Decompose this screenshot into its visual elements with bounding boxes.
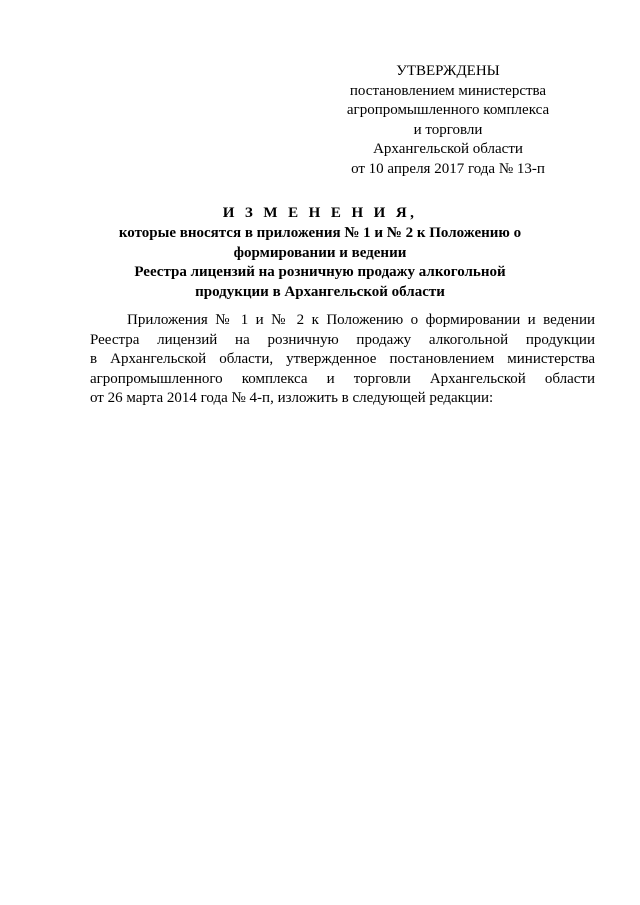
body-line-4-text: агропромышленного комплекса и торговли Архангельской области bbox=[90, 370, 595, 387]
heading-subtitle-line-4: продукции в Архангельской области bbox=[195, 284, 445, 301]
heading-subtitle-line-2: формировании и ведении bbox=[233, 244, 407, 261]
approval-line-complex: агропромышленного комплекса bbox=[346, 102, 550, 119]
approval-stamp bbox=[330, 62, 566, 180]
approval-line-trade: и торговли bbox=[413, 121, 483, 138]
body-line-4 bbox=[90, 370, 595, 390]
approval-line-region: Архангельской области bbox=[373, 141, 523, 158]
approval-line-date-number: от 10 апреля 2017 года № 13-п bbox=[351, 160, 545, 177]
approval-line-resolution: постановлением министерства bbox=[349, 82, 547, 99]
body-line-1 bbox=[90, 311, 595, 331]
body-paragraph bbox=[90, 311, 595, 409]
heading-subtitle-line-1: которые вносятся в приложения № 1 и № 2 к Положению о bbox=[118, 224, 522, 241]
body-line-5-text: от 26 марта 2014 года № 4-п, изложить в следующей редакции: bbox=[90, 390, 494, 407]
heading-title: И З М Е Н Е Н И Я, bbox=[222, 205, 418, 221]
body-line-2 bbox=[90, 331, 595, 351]
body-line-5 bbox=[90, 389, 595, 409]
body-line-3-text: в Архангельской области, утвержденное постановлением министерства bbox=[90, 351, 595, 368]
body-line-1-text: Приложения № 1 и № 2 к Положению о формировании и ведении bbox=[127, 312, 595, 328]
body-line-2-text: Реестра лицензий на розничную продажу алкогольной продукции bbox=[90, 331, 595, 348]
approval-line-approved: УТВЕРЖДЕНЫ bbox=[396, 63, 500, 79]
document-heading bbox=[95, 204, 545, 303]
heading-subtitle-line-3: Реестра лицензий на розничную продажу алкогольной bbox=[134, 264, 506, 281]
body-line-3 bbox=[90, 350, 595, 370]
